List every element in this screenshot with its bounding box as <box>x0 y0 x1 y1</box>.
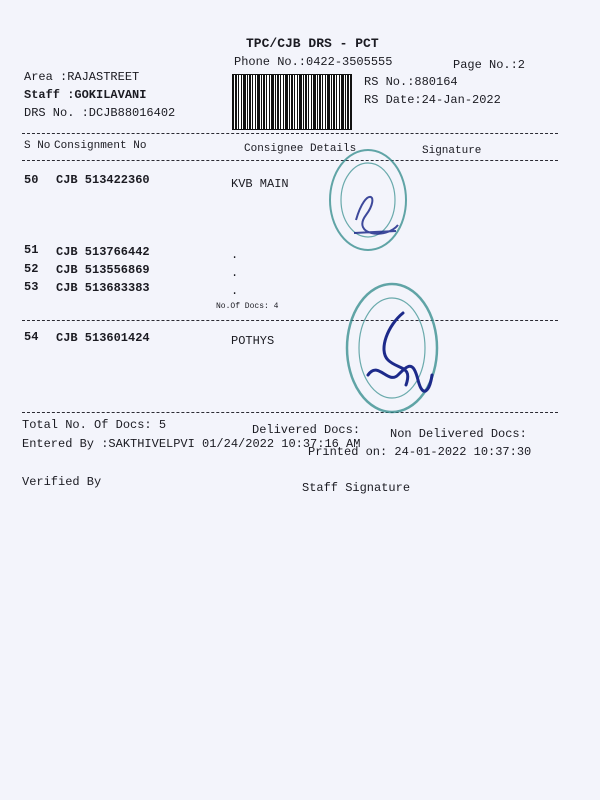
document-title: TPC/CJB DRS - PCT <box>246 36 379 51</box>
row-consignment: CJB 513422360 <box>56 173 150 187</box>
divider <box>22 160 558 161</box>
row-sno: 52 <box>24 262 39 276</box>
row-consignee: . <box>231 284 239 298</box>
rs-date: RS Date:24-Jan-2022 <box>364 93 501 107</box>
entered-by: Entered By :SAKTHIVELPVI 01/24/2022 10:37:16 AM <box>22 437 361 451</box>
divider <box>22 320 558 321</box>
row-sno: 51 <box>24 243 39 257</box>
phone-number: Phone No.:0422-3505555 <box>234 55 393 69</box>
area-label: Area :RAJASTREET <box>24 70 140 84</box>
column-header-sno: S No <box>24 140 51 152</box>
column-header-consignment: Consignment No <box>54 140 147 152</box>
total-docs: Total No. Of Docs: 5 <box>22 418 167 432</box>
row-consignment: CJB 513556869 <box>56 263 150 277</box>
row-sno: 50 <box>24 173 39 187</box>
column-header-consignee: Consignee Details <box>244 143 357 155</box>
divider <box>22 412 558 413</box>
row-consignee: . <box>231 266 239 280</box>
row-consignee: POTHYS <box>231 334 275 348</box>
page-number: Page No.:2 <box>453 58 526 72</box>
group-doc-count: No.Of Docs: 4 <box>216 302 279 311</box>
row-consignment: CJB 513601424 <box>56 331 150 345</box>
divider <box>22 133 558 134</box>
staff-label: Staff :GOKILAVANI <box>24 88 147 102</box>
non-delivered-docs: Non Delivered Docs: <box>390 427 527 441</box>
row-sno: 53 <box>24 280 39 294</box>
row-sno: 54 <box>24 330 39 344</box>
staff-signature-label: Staff Signature <box>302 481 411 495</box>
drs-number: DRS No. :DCJB88016402 <box>24 106 176 120</box>
row-consignee: . <box>231 248 239 262</box>
printed-on: Printed on: 24-01-2022 10:37:30 <box>308 445 532 459</box>
barcode <box>232 74 352 130</box>
row-consignment: CJB 513683383 <box>56 281 150 295</box>
row-consignee: KVB MAIN <box>231 177 289 191</box>
row-consignment: CJB 513766442 <box>56 245 150 259</box>
verified-by: Verified By <box>22 475 102 489</box>
rs-number: RS No.:880164 <box>364 75 458 89</box>
column-header-signature: Signature <box>422 145 482 157</box>
delivered-docs: Delivered Docs: <box>252 423 361 437</box>
